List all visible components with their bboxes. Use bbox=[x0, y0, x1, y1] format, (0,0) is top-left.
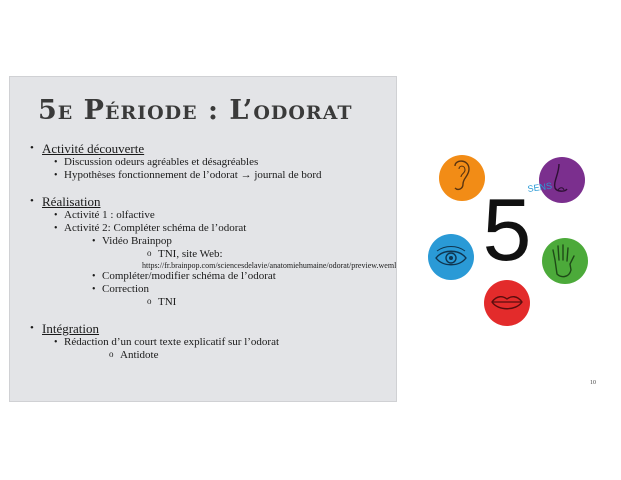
section-heading: Activité découverte bbox=[42, 141, 145, 156]
section-integration bbox=[30, 321, 396, 362]
slide-title: 5e Période : L’odorat bbox=[38, 95, 353, 126]
list-item: • Hypothèses fonctionnement de l’odorat → journal de bord bbox=[42, 169, 396, 182]
list-item: • Activité 1 : olfactive bbox=[42, 209, 396, 222]
list-item-label: Correction bbox=[102, 283, 150, 295]
sens-label: SENS bbox=[526, 180, 553, 194]
list-item: • Discussion odeurs agréables et désagréables bbox=[42, 156, 396, 169]
lips-icon bbox=[484, 280, 530, 326]
list-item: o Antidote bbox=[64, 349, 396, 362]
hand-icon bbox=[542, 238, 588, 284]
page-number: 10 bbox=[590, 380, 596, 386]
ear-icon bbox=[439, 155, 485, 201]
nose-icon bbox=[539, 157, 585, 203]
list-item: • Compléter/modifier schéma de l’odorat bbox=[64, 270, 396, 283]
slide-content bbox=[30, 141, 396, 362]
section-heading: Réalisation bbox=[42, 194, 101, 209]
section-activite-decouverte bbox=[30, 141, 396, 182]
list-item bbox=[102, 248, 396, 261]
section-realisation bbox=[30, 194, 396, 309]
slide-panel bbox=[9, 76, 397, 402]
five-senses-graphic bbox=[425, 150, 595, 330]
list-item: o TNI bbox=[102, 296, 396, 309]
list-item bbox=[64, 283, 396, 309]
eye-icon bbox=[428, 234, 474, 280]
list-item bbox=[42, 222, 396, 309]
section-heading: Intégration bbox=[42, 321, 100, 336]
five-number: 5 bbox=[482, 180, 532, 279]
section-list bbox=[30, 141, 396, 362]
list-item-label: Activité 2: Compléter schéma de l’odorat bbox=[64, 222, 247, 234]
list-item bbox=[64, 235, 396, 270]
list-item-label: Rédaction d’un court texte explicatif sur l’odorat bbox=[64, 336, 280, 348]
brainpop-link[interactable]: https://fr.brainpop.com/sciencesdelavie/anatomiehumaine/odorat/preview.weml bbox=[142, 261, 397, 270]
list-item-label: Vidéo Brainpop bbox=[102, 235, 172, 247]
list-item bbox=[42, 336, 396, 362]
list-item-label: TNI, site Web: bbox=[158, 248, 223, 260]
